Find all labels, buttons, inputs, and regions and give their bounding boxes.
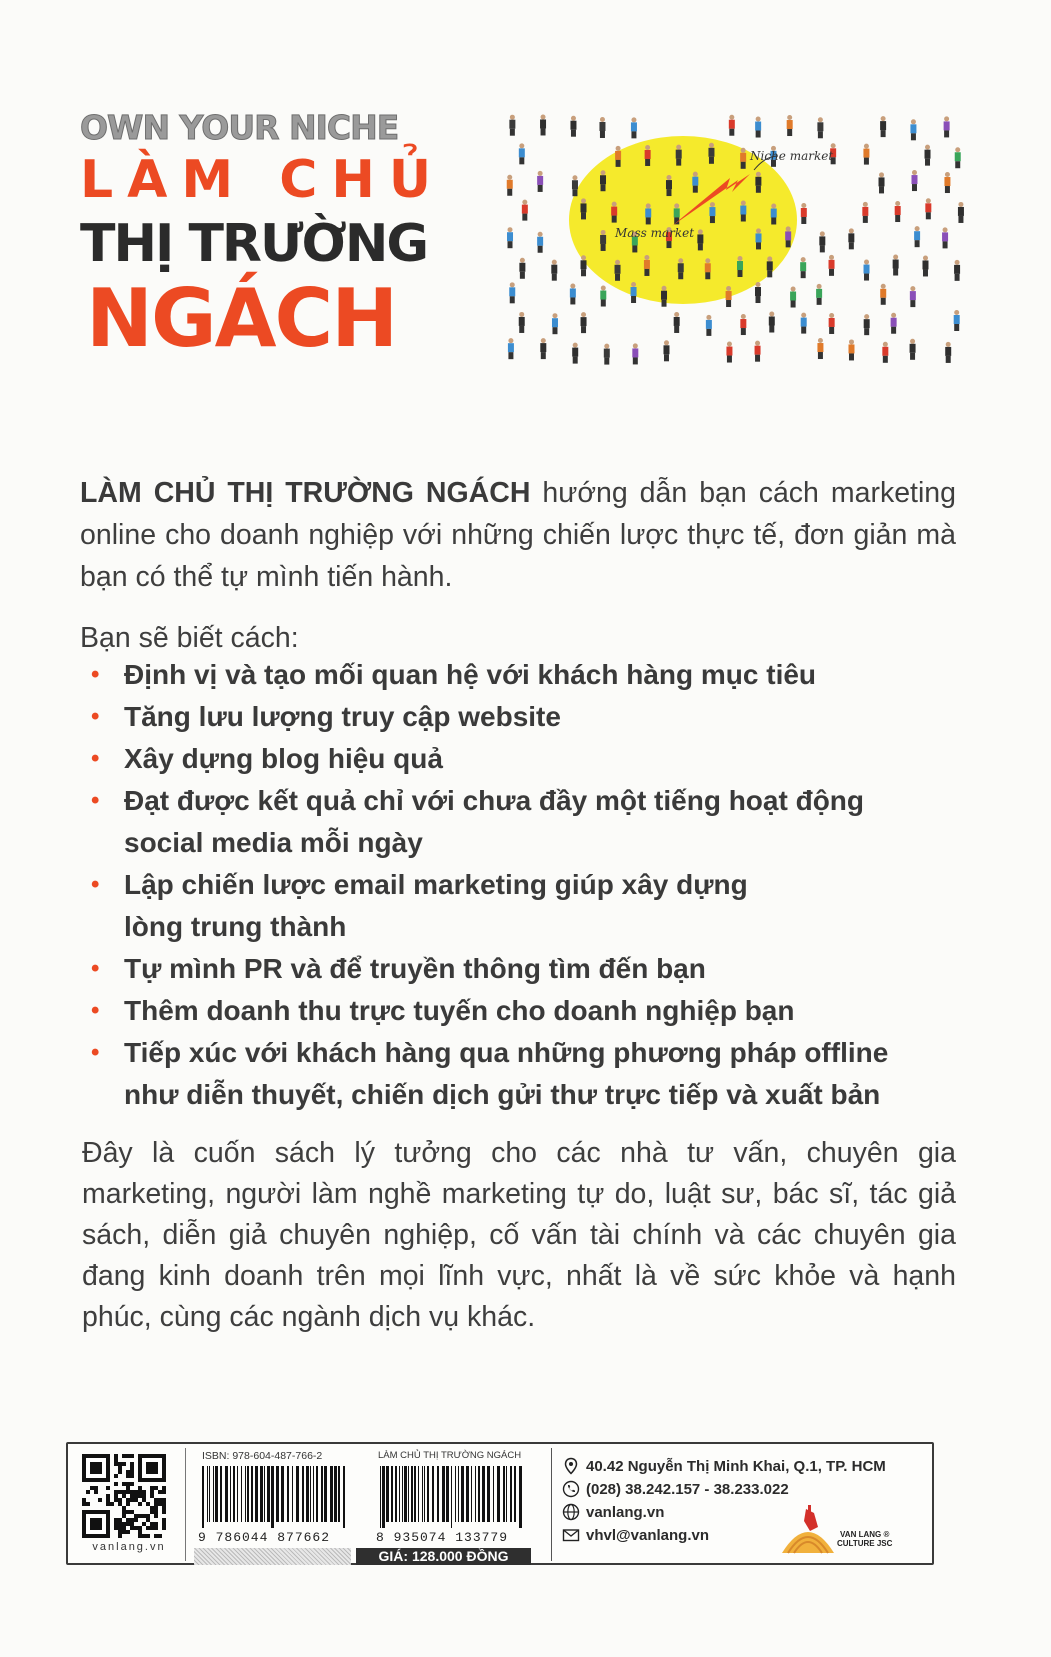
location-pin-icon <box>562 1457 580 1475</box>
person-figure <box>540 114 546 135</box>
person-figure <box>882 342 888 363</box>
person-figure <box>676 145 682 166</box>
person-figure <box>551 260 557 281</box>
person-figure <box>756 228 762 249</box>
intro-paragraph <box>80 472 956 598</box>
phone-text: (028) 38.242.157 - 38.233.022 <box>586 1480 789 1498</box>
title-line-1: LÀM CHỦ <box>80 150 446 210</box>
website-link[interactable]: vanlang.vn <box>586 1503 665 1521</box>
benefit-item <box>88 738 988 780</box>
person-figure <box>519 143 525 164</box>
bullet-dot: • <box>91 871 100 898</box>
person-figure <box>895 201 901 222</box>
intro-lead: LÀM CHỦ THỊ TRƯỜNG NGÁCH <box>80 477 531 509</box>
benefit-text-line: Tăng lưu lượng truy cập website <box>124 701 561 732</box>
benefit-list <box>88 654 988 1116</box>
person-figure <box>537 232 543 253</box>
isbn-label: ISBN: 978-604-487-766-2 <box>202 1450 323 1462</box>
person-figure <box>801 313 807 334</box>
bullet-dot: • <box>91 745 100 772</box>
person-figure <box>767 256 773 277</box>
benefit-item <box>88 654 988 696</box>
person-figure <box>663 340 669 361</box>
person-figure <box>507 175 513 196</box>
person-figure <box>645 145 651 166</box>
person-figure <box>880 284 886 305</box>
person-figure <box>755 117 761 138</box>
benefit-item <box>88 990 988 1032</box>
person-figure <box>864 260 870 281</box>
benefit-text-line: Tiếp xúc với khách hàng qua những phương pháp offline <box>124 1037 889 1068</box>
benefit-text-line: Xây dựng blog hiệu quả <box>124 743 443 774</box>
address-text: 40.42 Nguyễn Thị Minh Khai, Q.1, TP. HCM <box>586 1457 886 1475</box>
person-figure <box>755 341 761 362</box>
person-figure <box>708 143 714 164</box>
person-figure <box>537 171 543 192</box>
benefit-text-line: Lập chiến lược email marketing giúp xây dựng <box>124 869 748 900</box>
benefit-text-line: lòng trung thành <box>124 911 347 942</box>
person-figure <box>955 147 961 168</box>
qr-code[interactable] <box>82 1454 176 1540</box>
van-lang-logo-icon <box>778 1503 838 1555</box>
email-link[interactable]: vhvl@vanlang.vn <box>586 1526 709 1544</box>
person-figure <box>755 172 761 193</box>
person-figure <box>709 202 715 223</box>
benefit-text-line: Định vị và tạo mối quan hệ với khách hàng mục tiêu <box>124 659 817 690</box>
person-figure <box>755 282 761 303</box>
publisher-line-2: CULTURE JSC <box>837 1539 893 1548</box>
publisher-line-1: VAN LANG ® <box>840 1530 890 1539</box>
person-figure <box>729 115 735 136</box>
person-figure <box>740 314 746 335</box>
person-figure <box>817 117 823 138</box>
person-figure <box>942 227 948 248</box>
benefit-item <box>88 1032 988 1116</box>
person-figure <box>726 286 732 307</box>
person-figure <box>726 342 732 363</box>
person-figure <box>644 255 650 276</box>
book-title <box>80 108 480 365</box>
bullet-dot: • <box>91 955 100 982</box>
person-figure <box>604 344 610 365</box>
bullet-dot: • <box>91 703 100 730</box>
person-figure <box>817 338 823 359</box>
person-figure <box>819 231 825 252</box>
person-figure <box>925 198 931 219</box>
publisher-info-bar <box>66 1442 934 1565</box>
barcode-area <box>194 1448 531 1564</box>
person-figure <box>769 312 775 333</box>
benefit-item <box>88 864 988 948</box>
person-figure <box>552 313 558 334</box>
person-figure <box>600 230 606 251</box>
person-figure <box>880 116 886 137</box>
crowd-illustration <box>500 108 970 370</box>
benefit-item <box>88 948 988 990</box>
person-figure <box>771 203 777 224</box>
person-figure <box>570 116 576 137</box>
benefit-text-line: Tự mình PR và để truyền thông tìm đến bạn <box>124 953 706 984</box>
person-figure <box>862 202 868 223</box>
person-figure <box>509 115 515 136</box>
person-figure <box>893 255 899 276</box>
person-figure <box>631 282 637 303</box>
person-figure <box>891 313 897 334</box>
person-figure <box>879 172 885 193</box>
person-figure <box>864 314 870 335</box>
qr-code-box <box>72 1448 186 1561</box>
price-tag: GIÁ: 128.000 ĐỒNG <box>356 1548 531 1565</box>
benefit-text-line: như diễn thuyết, chiến dịch gửi thư trực tiếp và xuất bản <box>124 1079 881 1110</box>
benefit-item <box>88 696 988 738</box>
person-figure <box>508 338 514 359</box>
person-figure <box>570 283 576 304</box>
person-figure <box>863 144 869 165</box>
person-figure <box>787 115 793 136</box>
person-figure <box>519 312 525 333</box>
person-figure <box>580 198 586 219</box>
person-figure <box>599 117 605 138</box>
person-figure <box>848 339 854 360</box>
person-figure <box>958 202 964 223</box>
person-figure <box>632 343 638 364</box>
bullet-dot: • <box>91 997 100 1024</box>
hatch-pattern <box>194 1548 351 1565</box>
english-title: OWN YOUR NICHE <box>80 108 399 147</box>
title-line-2: THỊ TRƯỜNG <box>80 214 428 274</box>
person-figure <box>645 203 651 224</box>
person-figure <box>740 148 746 169</box>
person-figure <box>922 255 928 276</box>
person-figure <box>572 343 578 364</box>
person-figure <box>581 255 587 276</box>
person-figure <box>910 119 916 140</box>
person-figure <box>705 258 711 279</box>
person-figure <box>631 117 637 138</box>
person-figure <box>507 227 513 248</box>
person-figure <box>910 286 916 307</box>
person-figure <box>816 284 822 305</box>
isbn-digits: 9 786044 877662 <box>198 1530 331 1545</box>
bullet-dot: • <box>91 661 100 688</box>
benefit-text-line: social media mỗi ngày <box>124 827 423 858</box>
person-figure <box>829 313 835 334</box>
contact-info <box>551 1448 931 1561</box>
bullet-dot: • <box>91 1039 100 1066</box>
email-row[interactable] <box>562 1525 709 1545</box>
ean-barcode <box>376 1466 526 1528</box>
person-figure <box>522 200 528 221</box>
person-figure <box>945 342 951 363</box>
benefit-text-line: Thêm doanh thu trực tuyến cho doanh nghiệp bạn <box>124 995 795 1026</box>
benefit-text-line: Đạt được kết quả chỉ với chưa đầy một tiếng hoạt động <box>124 785 865 816</box>
envelope-icon <box>562 1526 580 1544</box>
person-figure <box>519 258 525 279</box>
person-figure <box>600 170 606 191</box>
person-figure <box>572 175 578 196</box>
person-figure <box>678 258 684 279</box>
globe-icon <box>562 1503 580 1521</box>
isbn-barcode <box>198 1466 348 1528</box>
benefit-item <box>88 780 988 864</box>
person-figure <box>600 286 606 307</box>
person-figure <box>911 170 917 191</box>
person-figure <box>509 282 515 303</box>
person-figure <box>914 226 920 247</box>
person-figure <box>740 200 746 221</box>
person-figure <box>674 312 680 333</box>
person-figure <box>611 202 617 223</box>
phone-row <box>562 1479 789 1499</box>
qr-label: vanlang.vn <box>92 1541 166 1553</box>
person-figure <box>829 255 835 276</box>
person-figure <box>540 338 546 359</box>
person-figure <box>666 175 672 196</box>
person-figure <box>790 287 796 308</box>
ean-digits: 8 935074 133779 <box>376 1530 509 1545</box>
person-figure <box>581 312 587 333</box>
person-figure <box>615 146 621 167</box>
person-figure <box>944 116 950 137</box>
publisher-name <box>837 1530 892 1548</box>
person-figure <box>661 286 667 307</box>
person-figure <box>954 260 960 281</box>
bullets-heading: Bạn sẽ biết cách: <box>80 622 299 654</box>
bullet-dot: • <box>91 787 100 814</box>
niche-market-label: Niche market <box>750 149 834 163</box>
person-figure <box>737 256 743 277</box>
intro-rest: hướng dẫn bạn cách marketing online cho doanh nghiệp với những chiến lược thực tế, đơn giản mà bạn có thể tự mình tiến hành. <box>80 477 957 593</box>
person-figure <box>706 315 712 336</box>
person-figure <box>801 203 807 224</box>
person-figure <box>954 310 960 331</box>
title-line-3: NGÁCH <box>86 272 397 365</box>
outro-paragraph: Đây là cuốn sách lý tưởng cho các nhà tư vấn, chuyên gia marketing, người làm nghề marketing tự do, luật sư, bác sĩ, tác giả sách, diễn giả chuyên nghiệp, cố vấn tài chính và các chuyên gia đang kinh doanh trên mọi lĩnh vực, nhất là về sức khỏe và hạnh phúc, cùng các ngành dịch vụ khác. <box>82 1137 956 1333</box>
person-figure <box>615 260 621 281</box>
book-label: LÀM CHỦ THỊ TRƯỜNG NGÁCH <box>378 1450 522 1461</box>
person-figure <box>697 229 703 250</box>
person-figure <box>692 172 698 193</box>
person-figure <box>925 145 931 166</box>
person-figure <box>910 339 916 360</box>
person-figure <box>944 172 950 193</box>
person-figure <box>848 228 854 249</box>
address-row <box>562 1456 886 1476</box>
person-figure <box>800 257 806 278</box>
person-figure <box>785 226 791 247</box>
mass-market-label: Mass market <box>615 226 695 240</box>
phone-icon <box>562 1480 580 1498</box>
website-row[interactable] <box>562 1502 664 1522</box>
